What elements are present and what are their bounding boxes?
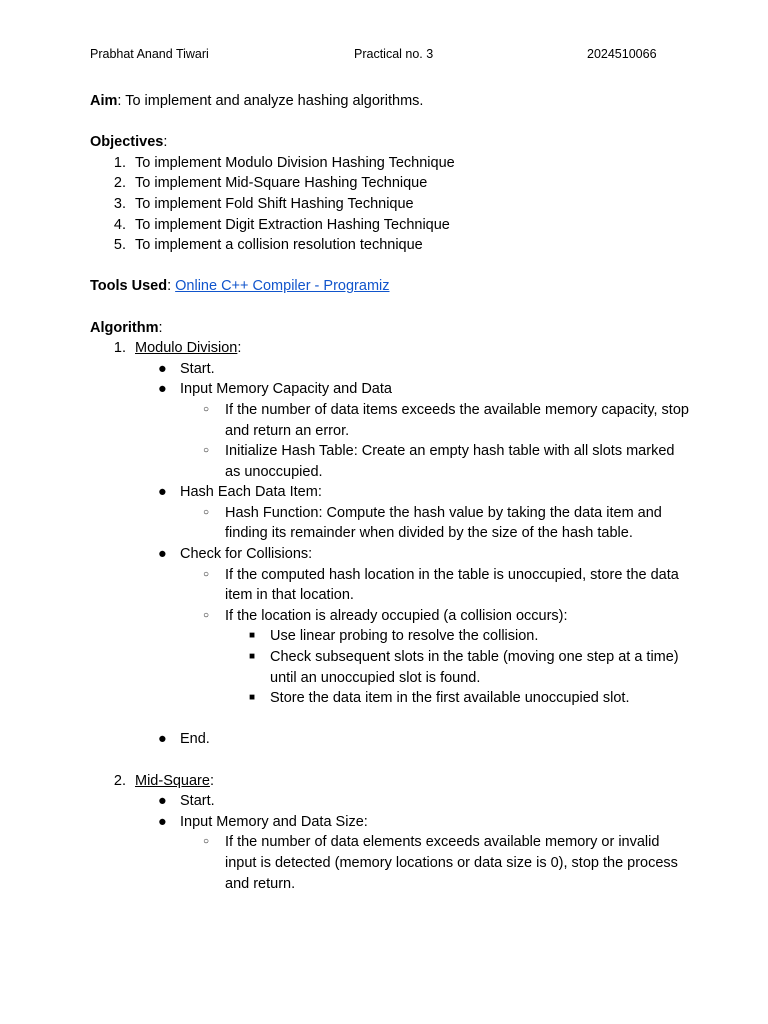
list-item	[90, 194, 690, 215]
sub-bullet-item: ○ If the number of data elements exceeds available memory or invalid input is detected (memory locations or data size is 0), stop the process and return.	[203, 834, 678, 892]
list-text: To implement Mid-Square Hashing Technique	[135, 175, 428, 192]
sub-bullet-item: ○ If the computed hash location in the table is unoccupied, store the data item in that location.	[203, 566, 679, 604]
list-number: 1.	[113, 154, 126, 171]
mid-square-title: Mid-Square	[135, 772, 210, 789]
bullet-item: ● Input Memory Capacity and Data	[158, 381, 392, 398]
bullet-item: ● Hash Each Data Item:	[158, 484, 322, 501]
bullet-item: ● Start.	[158, 793, 215, 810]
page-header	[0, 44, 768, 64]
objectives-list	[90, 153, 690, 256]
document-body	[90, 91, 690, 894]
sub-bullet-item: ○ Initialize Hash Table: Create an empty hash table with all slots marked as unoccupied.	[203, 443, 675, 480]
list-text: To implement a collision resolution technique	[135, 237, 423, 254]
sub-bullet-item: ○ If the number of data items exceeds the available memory capacity, stop and return an error.	[203, 401, 689, 439]
bullet-item: ● End.	[158, 731, 210, 748]
list-number: 2.	[113, 772, 126, 789]
list-item	[90, 173, 690, 194]
objectives-heading: Objectives:	[90, 134, 168, 151]
sub-bullet-item: ○ Hash Function: Compute the hash value by taking the data item and finding its remainder when divided by the size of the hash table.	[203, 504, 662, 542]
bullet-item: ● Input Memory and Data Size:	[158, 813, 368, 830]
aim-line	[90, 91, 690, 112]
list-text: To implement Fold Shift Hashing Technique	[135, 195, 414, 212]
roll-number: 2024510066	[587, 47, 657, 61]
list-item	[90, 153, 690, 174]
square-bullet-item: ■ Store the data item in the first available unoccupied slot.	[249, 690, 630, 707]
square-bullet-item: ■ Use linear probing to resolve the collision.	[249, 628, 539, 645]
tools-line: Tools Used: Online C++ Compiler - Programiz	[90, 278, 390, 295]
algorithm-step: 1. Modulo Division:	[90, 338, 690, 359]
bullet-item: ● Start.	[158, 360, 215, 377]
list-text: To implement Modulo Division Hashing Technique	[135, 154, 455, 171]
aim-label: Aim	[90, 93, 118, 109]
list-item	[90, 235, 690, 256]
algorithm-label: Algorithm	[90, 319, 159, 336]
list-number: 2.	[113, 175, 126, 192]
modulo-division-title: Modulo Division	[135, 340, 238, 357]
sub-bullet-item: ○ If the location is already occupied (a collision occurs):	[203, 607, 568, 624]
list-number: 1.	[113, 340, 126, 357]
objectives-label: Objectives	[90, 134, 164, 151]
list-text: To implement Digit Extraction Hashing Technique	[135, 216, 450, 233]
practical-number: Practical no. 3	[354, 47, 434, 61]
tools-label: Tools Used	[90, 278, 168, 295]
programiz-link[interactable]: Online C++ Compiler - Programiz	[175, 278, 390, 295]
list-number: 3.	[113, 195, 126, 212]
list-number: 5.	[113, 237, 126, 254]
list-number: 4.	[113, 216, 126, 233]
algorithm-heading: Algorithm:	[90, 319, 163, 336]
list-item	[90, 215, 690, 236]
algorithm-step: 2. Mid-Square:	[90, 771, 690, 792]
author-name: Prabhat Anand Tiwari	[90, 47, 209, 61]
square-bullet-item: ■ Check subsequent slots in the table (moving one step at a time) until an unoccupied slot is found.	[249, 649, 679, 686]
aim-text: : To implement and analyze hashing algorithms.	[117, 93, 424, 109]
bullet-item: ● Check for Collisions:	[158, 546, 313, 563]
